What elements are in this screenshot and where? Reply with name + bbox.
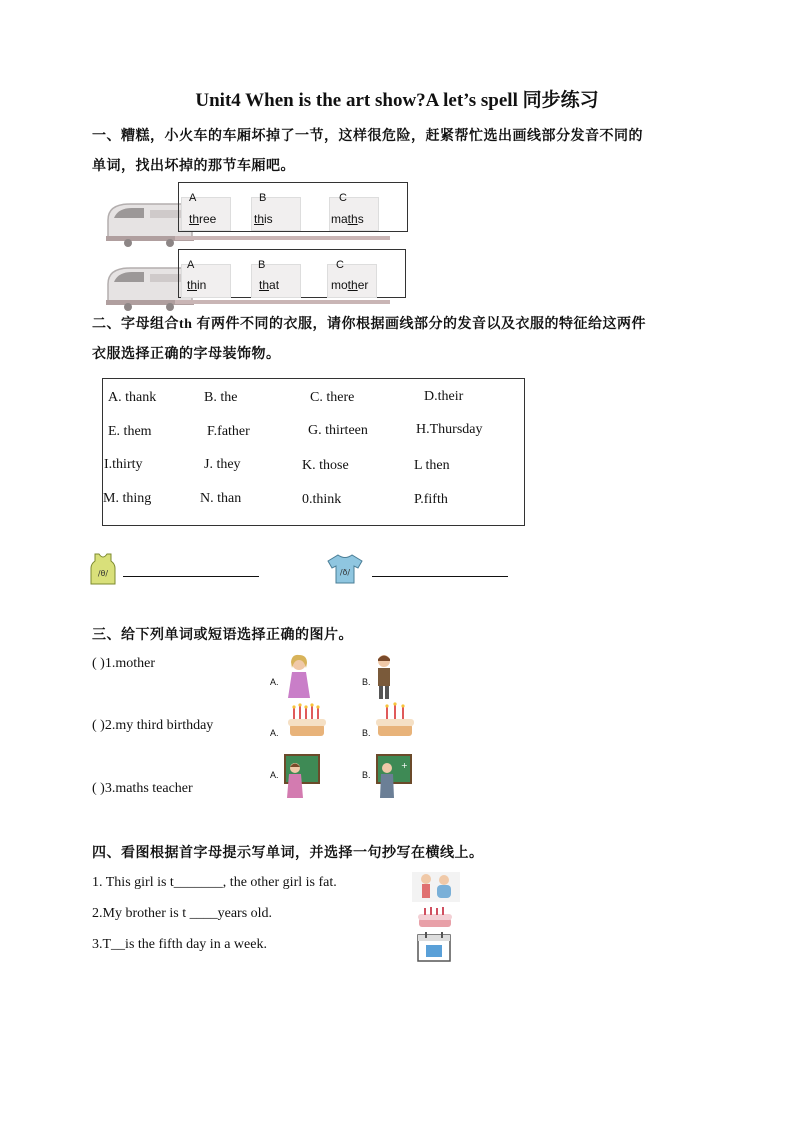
section2-instruction-line2: 衣服选择正确的字母装饰物。 xyxy=(92,347,281,362)
option-item[interactable]: J. they xyxy=(204,457,241,472)
option-item[interactable]: D.their xyxy=(424,389,464,404)
option-item[interactable]: C. there xyxy=(310,390,355,405)
train1-label-c: C xyxy=(339,192,347,204)
cake-icon xyxy=(416,906,454,930)
section4-item[interactable]: 1. This girl is t_______, the other girl is fat. xyxy=(92,875,337,890)
train2-rail xyxy=(175,300,390,304)
option-item[interactable]: P.fifth xyxy=(414,492,448,507)
cake-icon[interactable] xyxy=(284,702,330,740)
option-item[interactable]: E. them xyxy=(108,424,152,439)
choice-label-a: A. xyxy=(270,677,279,687)
option-item[interactable]: 0.think xyxy=(302,492,342,507)
section3-item[interactable]: ( )2.my third birthday xyxy=(92,718,214,733)
calendar-icon xyxy=(416,931,452,963)
train2-label-a: A xyxy=(187,259,195,271)
section3-item[interactable]: ( )1.mother xyxy=(92,656,155,671)
section1-instruction-line2: 单词，找出坏掉的那节车厢吧。 xyxy=(92,159,295,174)
section1-instruction-line1: 一、糟糕，小火车的车厢坏掉了一节，这样很危险，赶紧帮忙选出画线部分发音不同的 xyxy=(92,129,643,144)
section3-instruction: 三、给下列单词或短语选择正确的图片。 xyxy=(92,628,353,643)
train2-word-a: thin xyxy=(187,278,207,292)
choice-label-b: B. xyxy=(362,677,371,687)
option-item[interactable]: K. those xyxy=(302,458,349,473)
shirt1-phonetic: /θ/ xyxy=(97,569,109,578)
train2-label-c: C xyxy=(336,259,344,271)
train1-rail xyxy=(175,236,390,240)
option-item[interactable]: I.thirty xyxy=(104,457,143,472)
choice-label-a: A. xyxy=(270,728,279,738)
train2-label-b: B xyxy=(258,259,266,271)
options-box xyxy=(102,378,525,526)
tshirt-icon xyxy=(326,553,364,585)
vest-icon xyxy=(88,552,118,586)
section4-item[interactable]: 3.T__is the fifth day in a week. xyxy=(92,937,267,952)
option-item[interactable]: H.Thursday xyxy=(416,422,483,437)
cake-icon[interactable] xyxy=(372,702,418,740)
teacher-blackboard-icon[interactable] xyxy=(376,754,412,800)
option-item[interactable]: M. thing xyxy=(103,491,152,506)
section4-instruction: 四、看图根据首字母提示写单词，并选择一句抄写在横线上。 xyxy=(92,846,484,861)
option-item[interactable]: G. thirteen xyxy=(308,423,368,438)
option-item[interactable]: A. thank xyxy=(108,390,157,405)
option-item[interactable]: F.father xyxy=(207,424,250,439)
man-icon[interactable] xyxy=(372,653,396,701)
page-title: Unit4 When is the art show?A let’s spell 同步练习 xyxy=(195,90,599,111)
section3-item[interactable]: ( )3.maths teacher xyxy=(92,781,193,796)
section4-item[interactable]: 2.My brother is t ____years old. xyxy=(92,906,273,921)
svg-text:+: + xyxy=(401,761,408,770)
train1-label-b: B xyxy=(259,192,267,204)
two-girls-icon xyxy=(412,872,460,902)
choice-label-a: A. xyxy=(270,770,279,780)
train1-word-c: maths xyxy=(331,212,364,226)
teacher-blackboard-icon[interactable] xyxy=(284,754,320,800)
answer-line-shirt2[interactable] xyxy=(372,576,508,577)
choice-label-b: B. xyxy=(362,770,371,780)
train1-box[interactable] xyxy=(178,182,408,232)
shirt2-phonetic: /ð/ xyxy=(339,568,351,577)
answer-line-shirt1[interactable] xyxy=(123,576,259,577)
train2-box[interactable] xyxy=(178,249,406,298)
train2-word-b: that xyxy=(259,278,280,292)
train1-label-a: A xyxy=(189,192,197,204)
choice-label-b: B. xyxy=(362,728,371,738)
section2-instruction-line1: 二、字母组合th 有两件不同的衣服，请你根据画线部分的发音以及衣服的特征给这两件 xyxy=(92,317,646,332)
option-item[interactable]: B. the xyxy=(204,390,238,405)
train1-word-b: this xyxy=(254,212,273,226)
option-item[interactable]: L then xyxy=(414,458,450,473)
woman-icon[interactable] xyxy=(284,654,314,700)
train1-word-a: three xyxy=(189,212,217,226)
option-item[interactable]: N. than xyxy=(200,491,242,506)
train2-word-c: mother xyxy=(331,278,369,292)
